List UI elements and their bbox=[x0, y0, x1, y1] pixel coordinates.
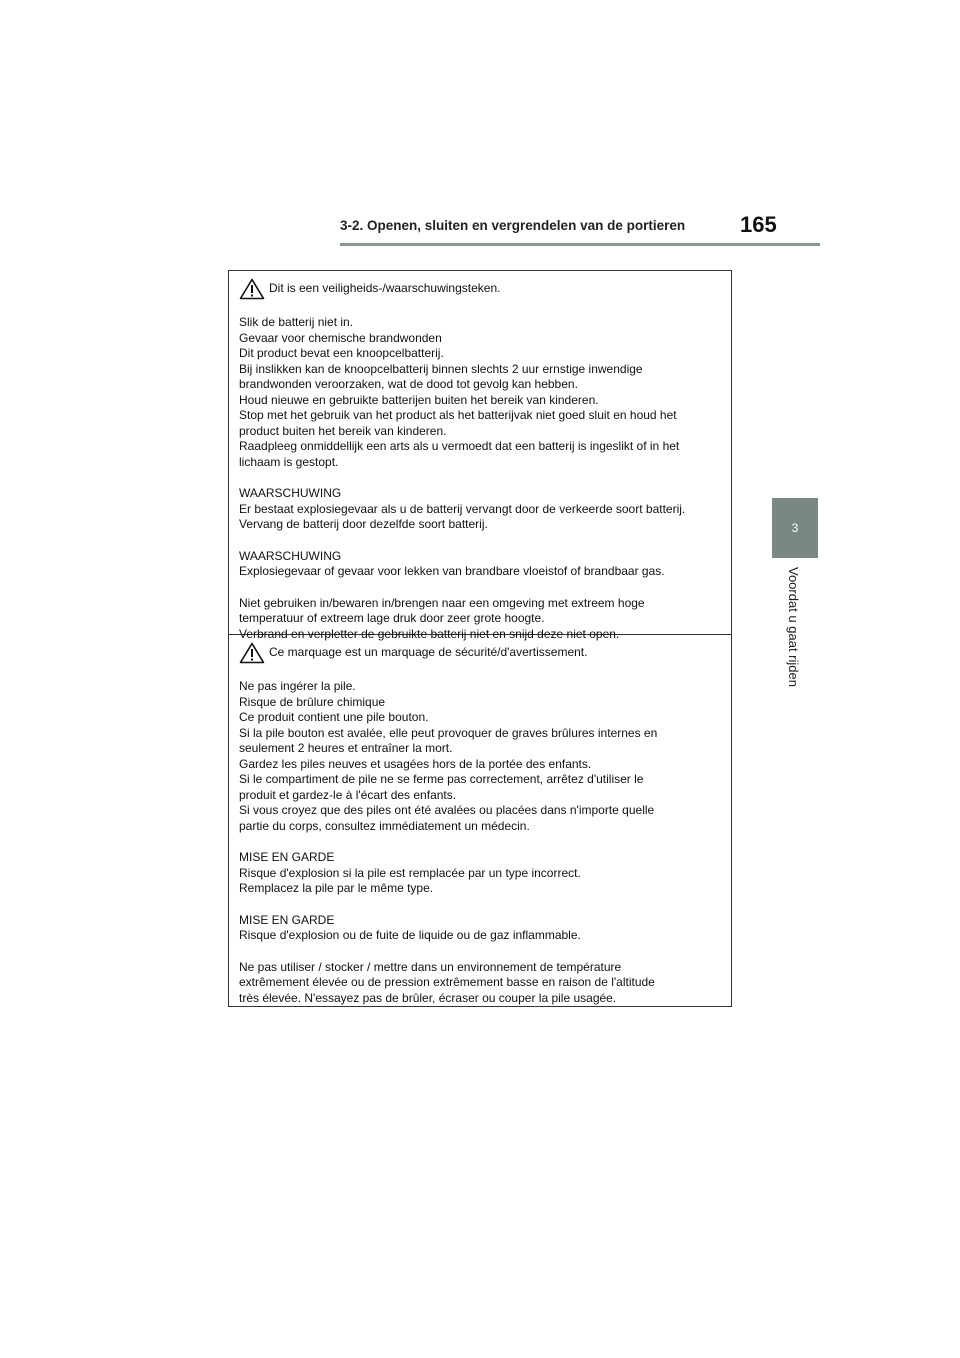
safety-sign-text: Ce marquage est un marquage de sécurité/d'avertissement. bbox=[269, 645, 588, 660]
warning-paragraph: Ne pas ingérer la pile. Risque de brûlure chimique Ce produit contient une pile bouton. Si la pile bouton est avalée, elle peut provoquer de graves brûlures internes en seulement 2 heures et entraîner la mort. Gardez les piles neuves et usagées hors de la portée des enfants. Si le compartiment de pile ne se ferme pas correctement, arrêtez d'utiliser le produit et gardez-le à l'écart des enfants. Si vous croyez que des piles ont été avalées ou placées dans n'importe quelle partie du corps, consultez immédiatement un médecin. bbox=[239, 679, 658, 833]
warning-paragraph: MISE EN GARDE Risque d'explosion ou de fuite de liquide ou de gaz inflammable. bbox=[239, 912, 581, 942]
warning-section-dutch bbox=[229, 271, 731, 641]
warning-paragraph: Niet gebruiken in/bewaren in/brengen naar een omgeving met extreem hoge temperatuur of extreem lage druk door zeer grote hoogte. Verbrand en verpletter de gebruikte batterij niet en snijd deze niet open. bbox=[239, 595, 645, 641]
warning-paragraph: MISE EN GARDE Risque d'explosion si la pile est remplacée par un type incorrect. Remplacez la pile par le même type. bbox=[239, 850, 581, 895]
warning-paragraph: WAARSCHUWING Er bestaat explosiegevaar als u de batterij vervangt door de verkeerde soort batterij. Vervang de batterij door dezelfde soort batterij. bbox=[239, 486, 686, 531]
warning-section-french bbox=[229, 635, 731, 1006]
safety-sign-text: Dit is een veiligheids-/waarschuwingsteken. bbox=[269, 281, 501, 296]
chapter-side-label: Voordat u gaat rijden bbox=[786, 567, 801, 687]
warning-triangle-icon bbox=[239, 278, 265, 300]
section-title: 3-2. Openen, sluiten en vergrendelen van de portieren bbox=[340, 218, 686, 233]
battery-warning-box bbox=[228, 270, 732, 1007]
safety-sign-line bbox=[239, 641, 721, 665]
warning-paragraph: Ne pas utiliser / stocker / mettre dans un environnement de température extrêmement élevée ou de pression extrêmement basse en raison de l'altitude très élevée. N'essayez pas de brûler, écraser ou couper la pile usagée. bbox=[239, 959, 655, 1005]
safety-sign-line bbox=[239, 277, 721, 301]
page-number: 165 bbox=[740, 212, 777, 237]
warning-triangle-icon bbox=[239, 642, 265, 664]
header-divider bbox=[340, 243, 820, 246]
warning-paragraph: Slik de batterij niet in. Gevaar voor chemische brandwonden Dit product bevat een knoopcelbatterij. Bij inslikken kan de knoopcelbatterij binnen slechts 2 uur ernstige inwendige brandwonden veroorzaken, wat de dood tot gevolg kan hebben. Houd nieuwe en gebruikte batterijen buiten het bereik van kinderen. Stop met het gebruik van het product als het batterijvak niet goed sluit en houd het product buiten het bereik van kinderen. Raadpleeg onmiddellijk een arts als u vermoedt dat een batterij is ingeslikt of in het lichaam is gestopt. bbox=[239, 315, 680, 469]
chapter-tab bbox=[772, 498, 818, 558]
chapter-number: 3 bbox=[791, 521, 799, 535]
warning-paragraph: WAARSCHUWING Explosiegevaar of gevaar voor lekken van brandbare vloeistof of brandbaar gas. bbox=[239, 548, 665, 578]
